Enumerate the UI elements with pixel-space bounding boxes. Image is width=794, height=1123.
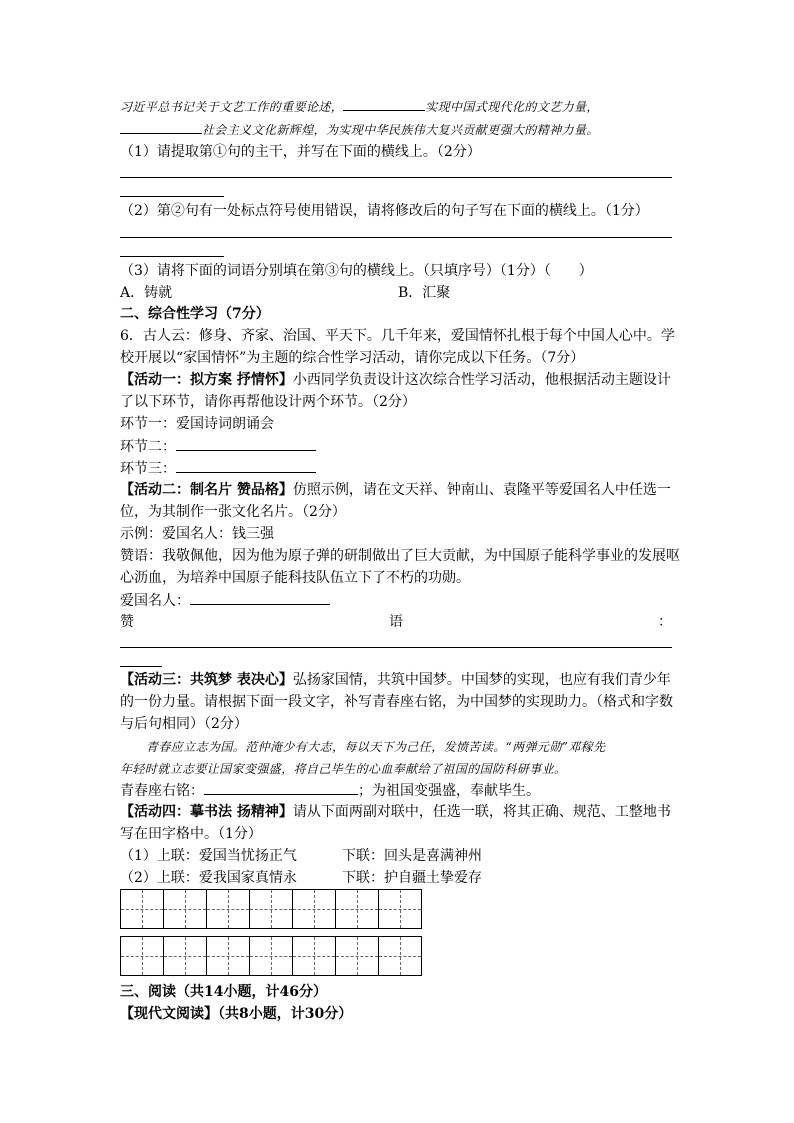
q6-text-1: 6．古人云：修身、齐家、治国、平天下。几千年来，爱国情怀扎根于每个中国人心中。学	[120, 328, 675, 344]
link-2	[120, 436, 316, 457]
question-1: （1）请提取第①句的主干，并写在下面的横线上。（2分）	[120, 144, 481, 160]
tianzige-cell[interactable]	[378, 889, 422, 929]
activity-1-text: 小西同学负责设计这次综合性学习活动，他根据活动主题设计	[292, 372, 671, 388]
fill-blank	[204, 780, 358, 795]
couplet-2-down: 下联：护自疆土挚爱存	[342, 870, 482, 886]
activity-3-title: 【活动三：共筑梦 表决心】	[120, 672, 293, 688]
activity-2-line-2: 位，为其制作一张文化名片。（2分）	[120, 504, 346, 520]
praise-example-1: 赞语：我敬佩他，因为他为原子弹的研制做出了巨大贡献，为中国原子能科学事业的发展呕	[120, 548, 680, 564]
activity-4-title: 【活动四：摹书法 扬精神】	[120, 804, 293, 820]
praise-example-2: 心沥血，为培养中国原子能科技队伍立下了不朽的功勋。	[120, 570, 470, 586]
link-1: 环节一：爱国诗词朗诵会	[120, 416, 274, 432]
activity-4	[120, 802, 671, 822]
passage-line-1	[120, 96, 599, 117]
activity-2-text: 仿照示例，请在文天祥、钟南山、袁隆平等爱国名人中任选一	[292, 482, 671, 498]
tianzige-cell[interactable]	[249, 889, 293, 929]
option-b: B．汇聚	[398, 285, 451, 301]
tianzige-cell[interactable]	[249, 936, 293, 976]
quote-line-2: 年轻时就立志要让国家变强盛，将自己毕生的心血奉献给了祖国的国防科研事业。	[120, 762, 567, 776]
tianzige-cell[interactable]	[206, 889, 250, 929]
motto-tail: ；为祖国变强盛，奉献毕生。	[358, 783, 540, 799]
activity-1-line-2: 了以下环节，请你再帮他设计两个环节。（2分）	[120, 394, 416, 410]
quote-line-1: 青春应立志为国。范仲淹少有大志，每以天下为己任，发愤苦读。“两弹元勋”邓稼先	[146, 740, 606, 754]
tianzige-cell[interactable]	[163, 936, 207, 976]
section-2-title: 二、综合性学习（7分）	[120, 306, 270, 322]
praise-field	[120, 612, 672, 632]
tianzige-cell[interactable]	[292, 936, 336, 976]
passage-text: 实现中国式现代化的文艺力量，	[425, 100, 599, 114]
fill-blank	[343, 96, 425, 111]
tianzige-cell[interactable]	[335, 889, 379, 929]
fill-blank	[120, 119, 202, 134]
praise-label-char: 语	[389, 614, 403, 630]
answer-line-short	[120, 256, 224, 257]
link-3	[120, 458, 316, 479]
activity-1	[120, 370, 671, 390]
motto-field	[120, 780, 540, 801]
link-3-label: 环节三：	[120, 461, 176, 477]
question-2: （2）第②句有一处标点符号使用错误，请将修改后的句子写在下面的横线上。（1分）	[120, 203, 649, 219]
answer-line	[120, 177, 672, 178]
activity-3	[120, 670, 671, 690]
answer-line-short	[120, 666, 162, 667]
fill-blank	[176, 458, 316, 473]
tianzige-cell[interactable]	[378, 936, 422, 976]
section-3-title: 三、阅读（共14小题，计46分）	[120, 984, 327, 1000]
example: 示例：爱国名人：钱三强	[120, 526, 274, 542]
person-field	[120, 590, 330, 611]
answer-line	[120, 237, 672, 238]
praise-colon: ：	[658, 614, 672, 630]
activity-3-text: 弘扬家国情，共筑中国梦。中国梦的实现，也应有我们青少年	[292, 672, 671, 688]
couplet-1-down: 下联：回头是喜满神州	[342, 848, 482, 864]
passage-text: 习近平总书记关于文艺工作的重要论述，	[120, 100, 344, 114]
link-2-label: 环节二：	[120, 439, 176, 455]
activity-1-title: 【活动一：拟方案 抒情怀】	[120, 372, 293, 388]
tianzige-cell[interactable]	[120, 936, 164, 976]
tianzige-cell[interactable]	[292, 889, 336, 929]
option-a: A．铸就	[120, 285, 173, 301]
passage-line-2	[120, 119, 599, 140]
answer-line	[120, 647, 672, 648]
praise-label-char: 赞	[120, 614, 134, 630]
activity-4-text: 请从下面两副对联中，任选一联，将其正确、规范、工整地书	[292, 804, 671, 820]
passage-text: 社会主义文化新辉煌，为实现中华民族伟大复兴贡献更强大的精神力量。	[202, 123, 599, 137]
tianzige-cell[interactable]	[206, 936, 250, 976]
motto-label: 青春座右铭：	[120, 783, 204, 799]
tianzige-cell[interactable]	[335, 936, 379, 976]
activity-2-title: 【活动二：制名片 赞品格】	[120, 482, 293, 498]
question-3: （3）请将下面的词语分别填在第③句的横线上。（只填序号）（1分）（ ）	[120, 263, 593, 279]
tianzige-cell[interactable]	[163, 889, 207, 929]
couplet-1-up: （1）上联：爱国当忧扬正气	[120, 848, 297, 864]
activity-3-line-2: 的一份力量。请根据下面一段文字，补写青春座右铭，为中国梦的实现助力。（格式和字数	[120, 694, 673, 710]
tianzige-row-1	[120, 889, 421, 929]
activity-3-line-3: 与后句相同）（2分）	[120, 716, 248, 732]
tianzige-row-2	[120, 936, 421, 976]
couplet-2-up: （2）上联：爱我国家真情永	[120, 870, 297, 886]
person-label: 爱国名人：	[120, 593, 190, 609]
fill-blank	[176, 436, 316, 451]
activity-4-line-2: 写在田字格中。（1分）	[120, 826, 262, 842]
section-3-subtitle: 【现代文阅读】（共8小题，计30分）	[120, 1006, 353, 1022]
tianzige-cell[interactable]	[120, 889, 164, 929]
q6-text-2: 校开展以“家国情怀”为主题的综合性学习活动，请你完成以下任务。（7分）	[120, 350, 585, 366]
activity-2	[120, 480, 671, 500]
fill-blank	[190, 590, 330, 605]
answer-line-short	[120, 196, 224, 197]
